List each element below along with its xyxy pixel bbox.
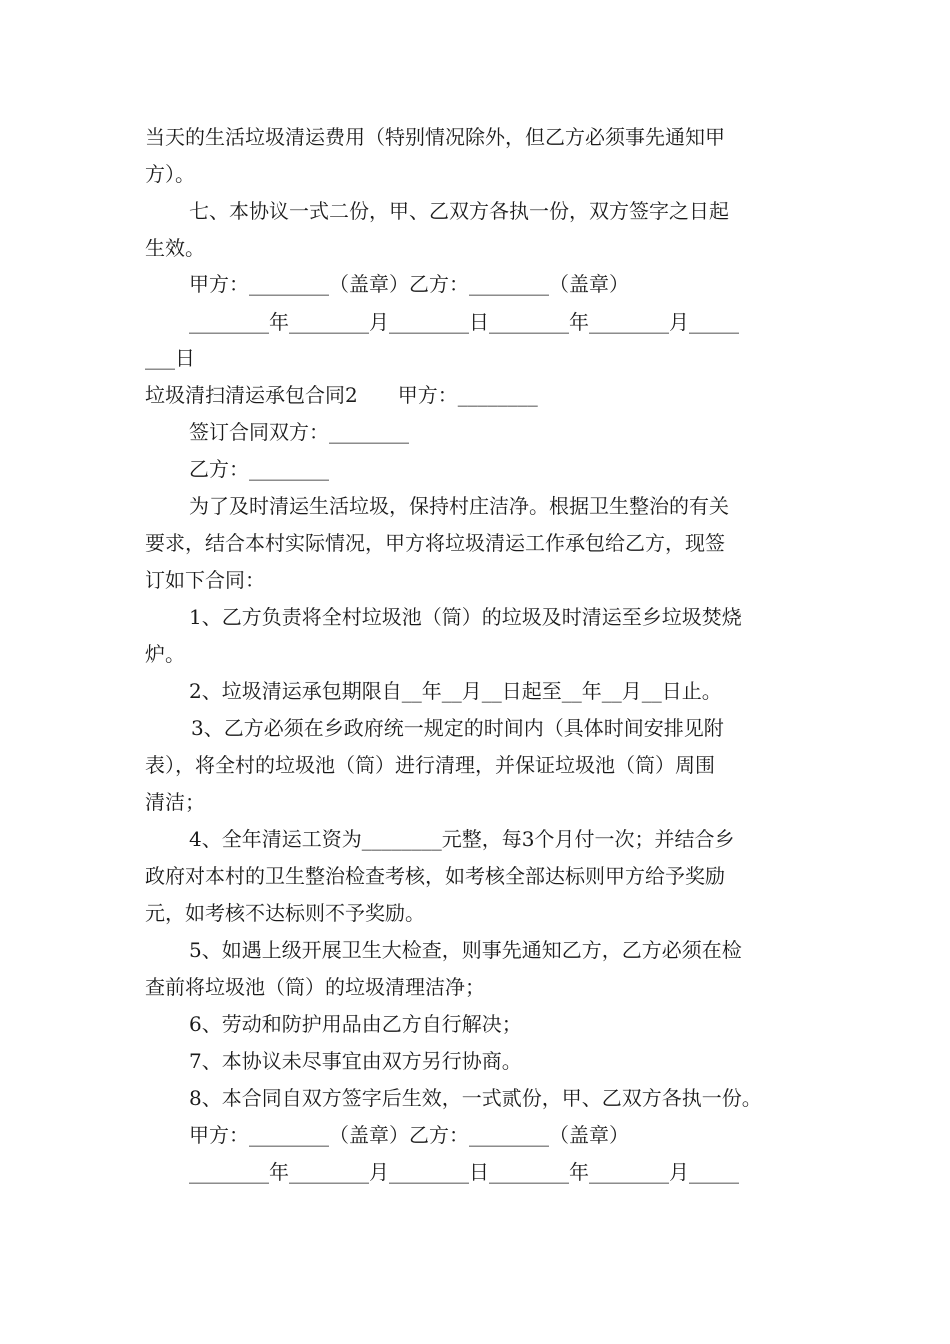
text-line: 5、如遇上级开展卫生大检查，则事先通知乙方，乙方必须在检 <box>189 938 742 962</box>
text-line: 签订合同双方：________ <box>189 420 409 444</box>
text-line: 6、劳动和防护用品由乙方自行解决； <box>189 1012 522 1036</box>
text-line: 七、本协议一式二份，甲、乙双方各执一份，双方签字之日起 <box>189 199 729 223</box>
text-line: 查前将垃圾池（筒）的垃圾清理洁净； <box>145 975 485 999</box>
date-line: ___日 <box>145 346 195 370</box>
text-line: 乙方：________ <box>189 457 329 481</box>
text-line: 订如下合同： <box>145 568 265 592</box>
text-line: 4、全年清运工资为________元整，每3个月付一次；并结合乡 <box>189 827 735 851</box>
text-line: 炉。 <box>145 642 185 666</box>
text-line: 清洁； <box>145 790 205 814</box>
contract-title: 垃圾清扫清运承包合同2 甲方：________ <box>145 383 538 407</box>
text-line: 生效。 <box>145 236 205 260</box>
text-line: 1、乙方负责将全村垃圾池（筒）的垃圾及时清运至乡垃圾焚烧 <box>189 605 742 629</box>
signature-line: 甲方：________（盖章）乙方：________（盖章） <box>189 1123 629 1147</box>
text-line: 表），将全村的垃圾池（筒）进行清理，并保证垃圾池（筒）周围 <box>145 753 715 777</box>
text-line: 为了及时清运生活垃圾，保持村庄洁净。根据卫生整治的有关 <box>189 494 729 518</box>
text-line: 2、垃圾清运承包期限自__年__月__日起至__年__月__日止。 <box>189 679 722 703</box>
text-line: 8、本合同自双方签字后生效，一式贰份，甲、乙双方各执一份。 <box>189 1086 762 1110</box>
text-line: 方）。 <box>145 162 195 186</box>
signature-line: 甲方：________（盖章）乙方：________（盖章） <box>189 272 629 296</box>
text-line: 3、乙方必须在乡政府统一规定的时间内（具体时间安排见附 <box>191 716 724 740</box>
text-line: 元，如考核不达标则不予奖励。 <box>145 901 425 925</box>
text-line: 当天的生活垃圾清运费用（特别情况除外，但乙方必须事先通知甲 <box>145 125 725 149</box>
text-line: 要求，结合本村实际情况，甲方将垃圾清运工作承包给乙方，现签 <box>145 531 725 555</box>
text-line: 7、本协议未尽事宜由双方另行协商。 <box>189 1049 522 1073</box>
date-line: ________年________月________日________年________月_____ <box>189 310 739 334</box>
date-line: ________年________月________日________年________月_____ <box>189 1160 739 1184</box>
text-line: 政府对本村的卫生整治检查考核，如考核全部达标则甲方给予奖励 <box>145 864 725 888</box>
